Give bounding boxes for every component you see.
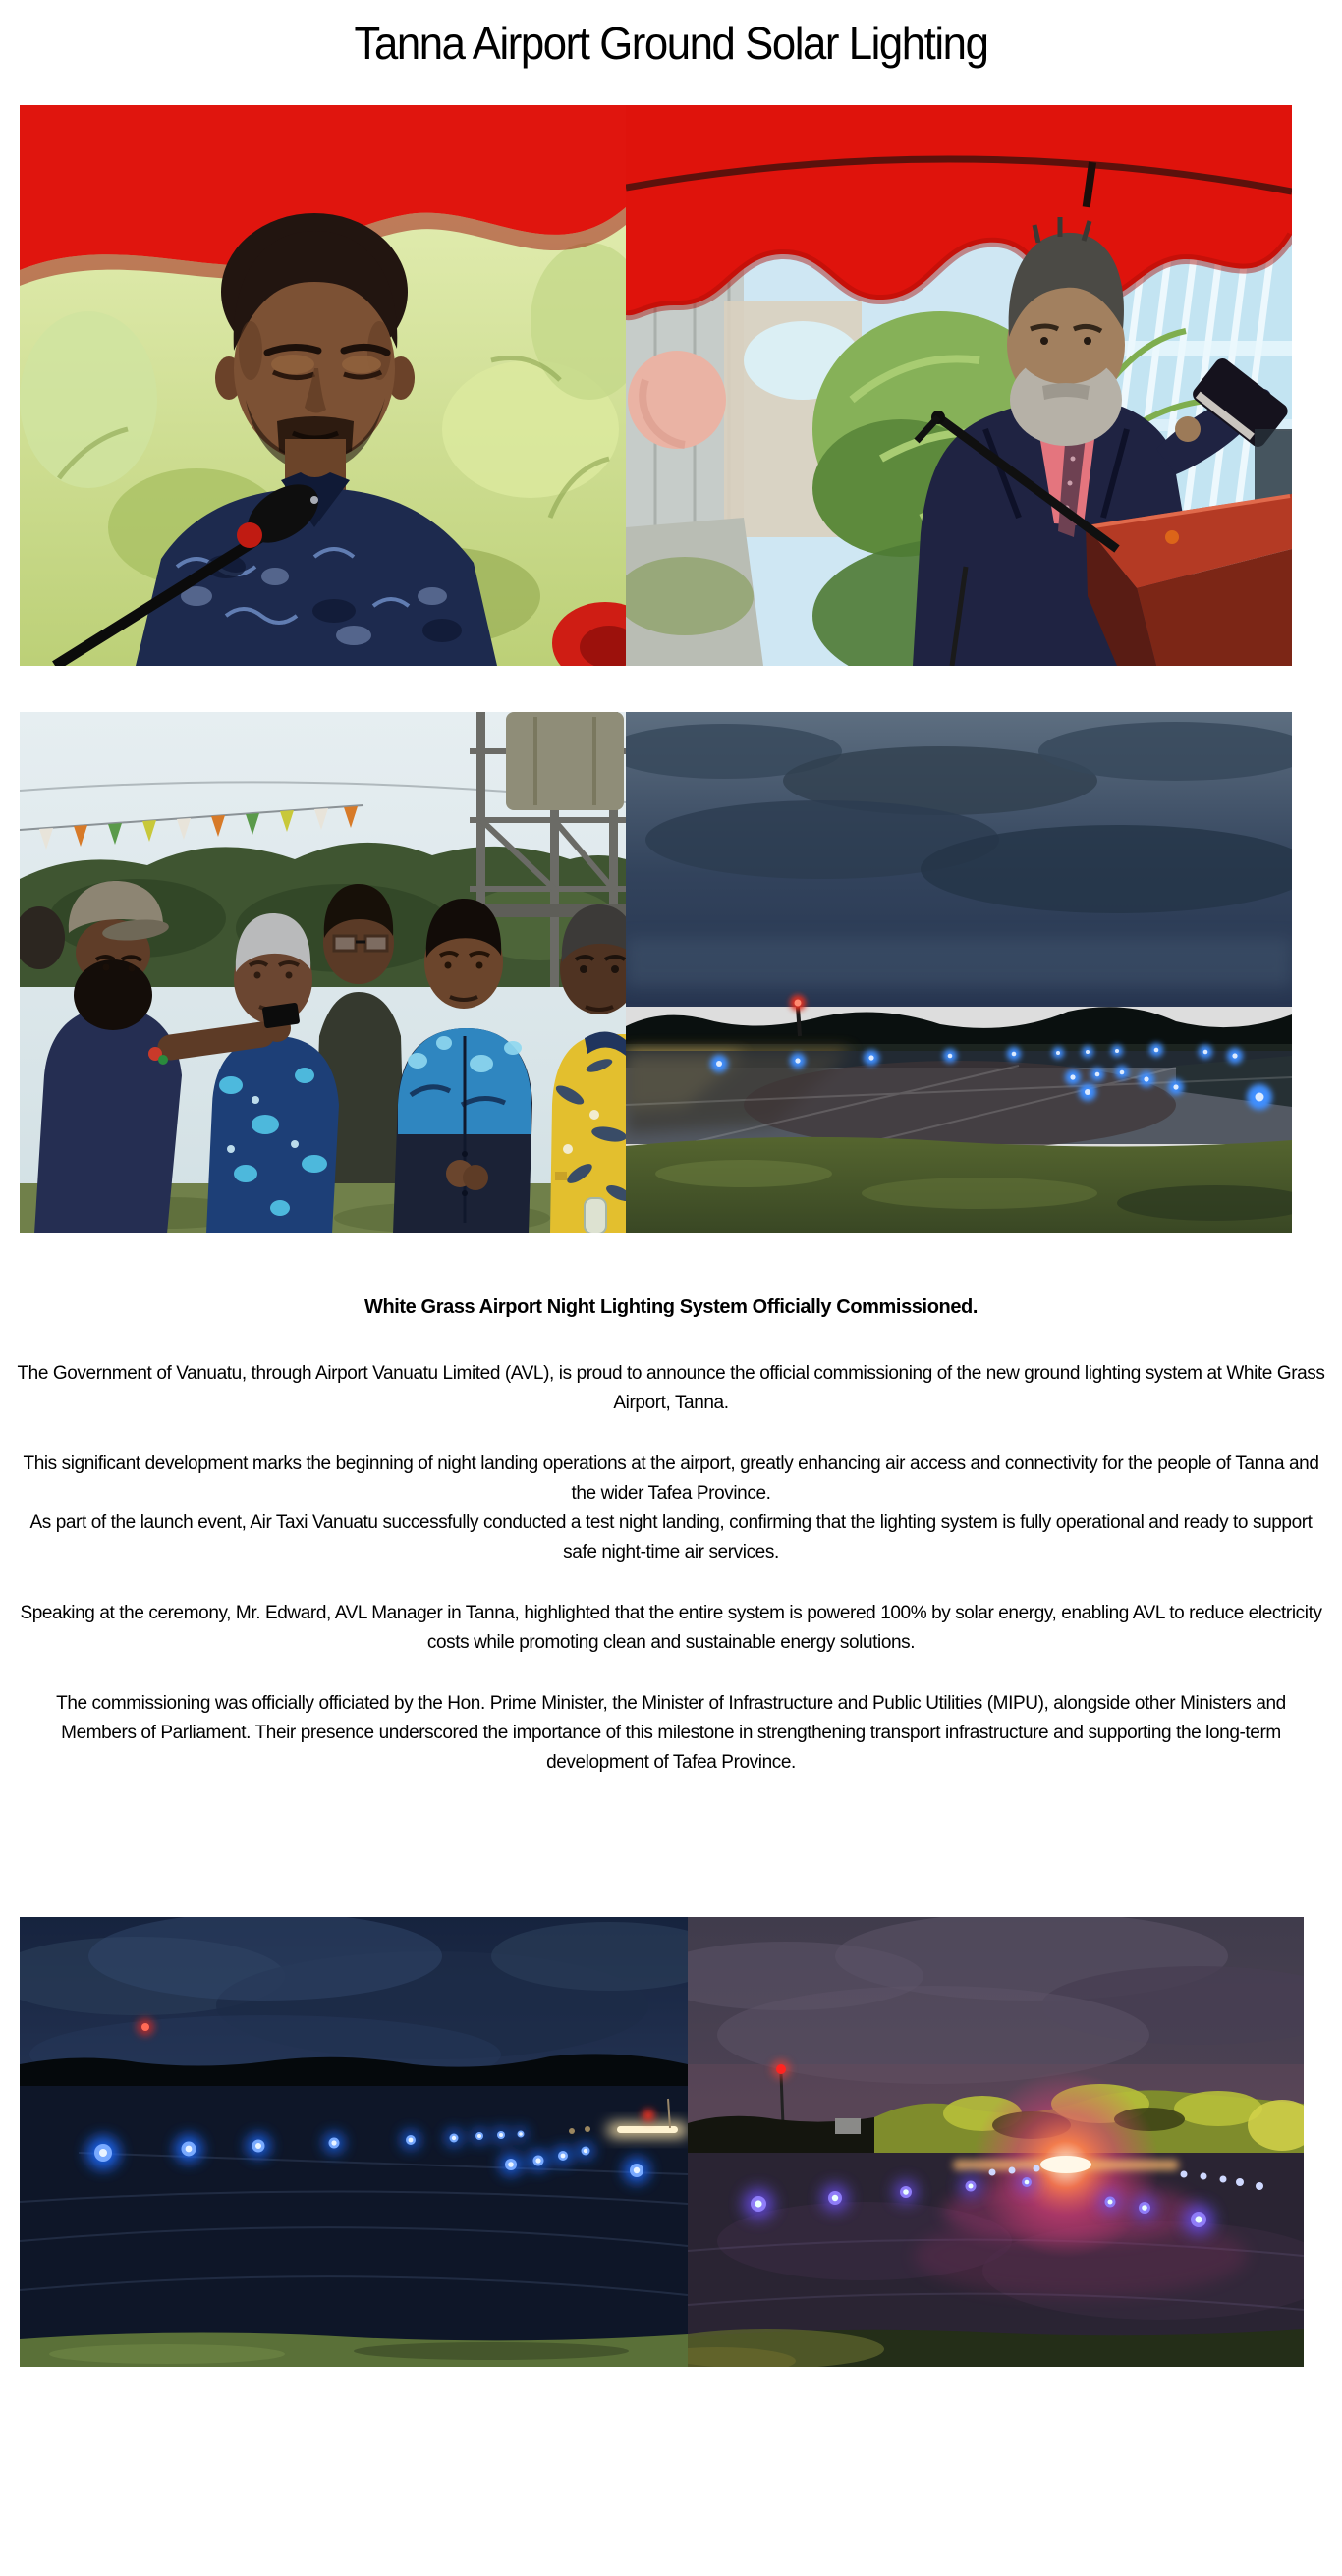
photo-runway-night-blue-graphic xyxy=(20,1917,688,2367)
photo-row-3 xyxy=(20,1917,1342,2367)
photo-speaker-lectern xyxy=(626,105,1292,666)
photo-speaker-blue-shirt-graphic xyxy=(20,105,626,666)
article-paragraph-1: The Government of Vanuatu, through Airport Vanuatu Limited (AVL), is proud to announce the official commissioning of the new ground lighting system at White Grass Airport, Tanna. xyxy=(17,1363,1325,1413)
photo-runway-dusk xyxy=(626,712,1292,1233)
page-title: Tanna Airport Ground Solar Lighting xyxy=(354,18,988,69)
article xyxy=(17,1294,1325,1778)
photo-speaker-lectern-graphic xyxy=(626,105,1292,666)
photo-row-2 xyxy=(20,712,1342,1233)
photo-runway-night-blue xyxy=(20,1917,688,2367)
photo-speaker-blue-shirt xyxy=(20,105,626,666)
article-paragraph-2a: This significant development marks the beginning of night landing operations at the airport, greatly enhancing air access and connectivity for the people of Tanna and the wider Tafea Province. xyxy=(23,1453,1319,1504)
photo-runway-night-glow xyxy=(688,1917,1304,2367)
photo-runway-dusk-graphic xyxy=(626,712,1292,1233)
photo-group-phone-graphic xyxy=(20,712,626,1233)
photo-group-phone xyxy=(20,712,626,1233)
article-paragraph-4: The commissioning was officially officiated by the Hon. Prime Minister, the Minister of Infrastructure and Public Utilities (MIPU), alongside other Ministers and Members of Parliament. Their presence underscored the importance of this milestone in strengthening transport infrastructure and supporting the long-term development of Tafea Province. xyxy=(56,1693,1286,1773)
article-paragraph-2b: As part of the launch event, Air Taxi Vanuatu successfully conducted a test night landing, confirming that the lighting system is fully operational and ready to support safe night-time air services. xyxy=(29,1512,1313,1562)
photo-row-1 xyxy=(20,105,1342,666)
photo-runway-night-glow-graphic xyxy=(688,1917,1304,2367)
article-heading: White Grass Airport Night Lighting System Officially Commissioned. xyxy=(363,1296,979,1318)
article-paragraph-3: Speaking at the ceremony, Mr. Edward, AVL Manager in Tanna, highlighted that the entire system is powered 100% by solar energy, enabling AVL to reduce electricity costs while promoting clean and sustainable energy solutions. xyxy=(20,1603,1322,1653)
